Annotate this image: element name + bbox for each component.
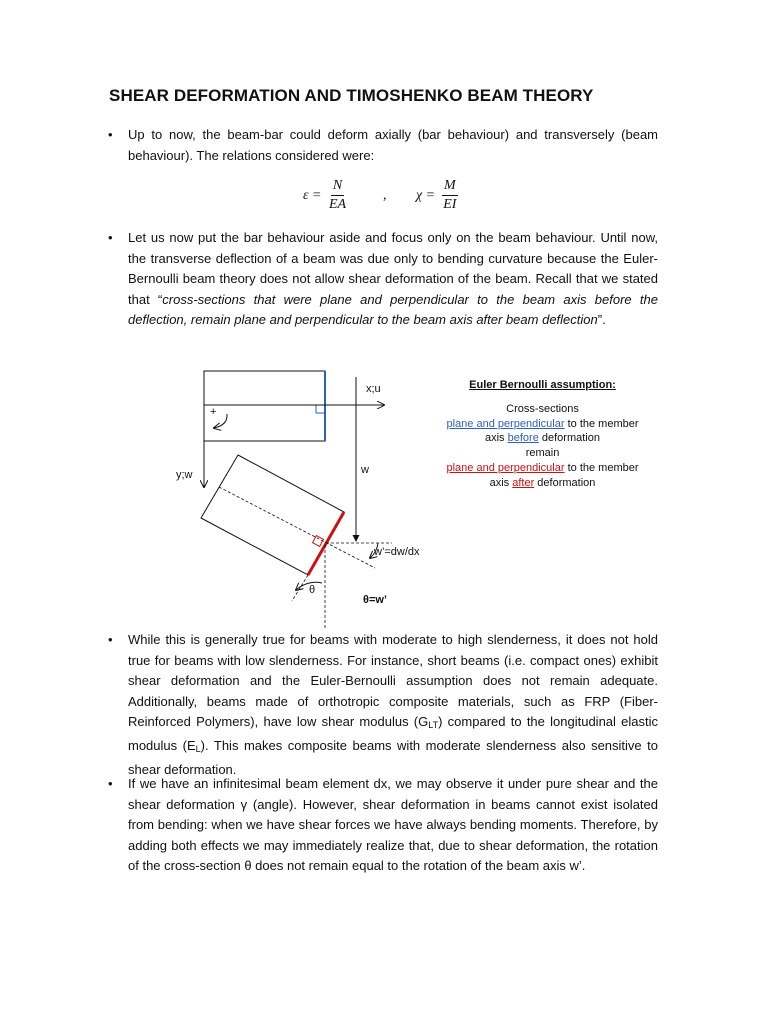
assumption-title: Euler Bernoulli assumption: [469, 379, 616, 391]
label-plus-sign: + [210, 406, 217, 418]
label-theta: θ [309, 584, 316, 596]
deformed-beam-axis [219, 487, 375, 568]
undeformed-element [204, 371, 325, 441]
label-w: w [361, 464, 369, 476]
bullet-2-marker: • [108, 230, 113, 245]
equation-strain-numerator: N [331, 178, 344, 196]
assumption-line-2: plane and perpendicular to the member [446, 417, 639, 430]
label-w-prime: w’=dw/dx [374, 546, 420, 558]
paragraph-4: If we have an infinitesimal beam element dx, we may observe it under pure shear and the shear deformation γ (angle). However, shear deformation in beams cannot exist isolated from bending: when we have shear forces we have always bending moments. Therefore, by adding both effects we may immediately realize that, due to shear deformation, the rotation of the cross-section θ does not remain equal to the rotation of the beam axis w’. [128, 776, 658, 874]
paragraph-3: While this is generally true for beams with moderate to high slenderness, it does not hold true for beams with low slenderness. For instance, short beams (i.e. compact ones) exhibit shear deformation and the Euler-Bernoulli assumption does not remain adequate. Additionally, beams made of orthotropic composite materials, such as FRP (Fiber-Reinforced Polymers), have low shear modulus $(G_{LT})$ compared to the longitudinal elastic modulus $(E_L)$. This makes composite beams with moderate slenderness also sensitive to shear deformation. [128, 632, 659, 777]
equation-curvature-numerator: M [442, 178, 458, 196]
bullet-4-marker: • [108, 776, 113, 791]
deformed-right-angle-marker [313, 536, 324, 547]
label-x-u: x;u [366, 383, 381, 395]
euler-bernoulli-assumption [420, 378, 665, 491]
assumption-line-1: Cross-sections [506, 402, 579, 415]
equation-strain-denominator: EA [329, 197, 347, 212]
paragraph-2-text: Let us now put the bar behaviour aside and focus only on the beam behaviour. Until now, the transverse deflection of a beam was due only to bending curvature because the Euler-Bernoulli beam theory does not allow shear deformation of the beam. Recall that we stated that “ [128, 230, 658, 307]
document-page: SHEAR DEFORMATION AND TIMOSHENKO BEAM THEORY • Up to now, the beam-bar could deform axially (bar behaviour) and transversely (beam behaviour). The relations considered were: ε = $\frac{N}{EA}$ , χ = $\frac{M}{EI}$ • Let us now put the bar behaviour aside and focus only on the beam behaviour. Until now, the transverse deflection of a beam was due only to bending curvature because the Euler-Bernoulli beam theory does not allow shear deformation of the beam. Recall that we stated that “cross-sections that were plane and perpendicular to the beam axis before the deflection, remain plane and perpendicular to the beam axis after beam deflection”. x;u y;w w w’=dw/dx θ θ=w’ + Euler Bernoulli assumption: Cross-sections plane and perpendicular to the member axis before deformation remain plane and perpendicular to the member axis after deformation • While this is generally true for beams with moderate to high slenderness, it does not hold true for beams with low slenderness. For instance, short beams (i.e. compact ones) exhibit shear deformation and the Euler-Bernoulli assumption does not remain adequate. Additionally, beams made of orthotropic composite materials, such as FRP (Fiber-Reinforced Polymers), have low shear modulus $(G_{LT})$ compared to the longitudinal elastic modulus $(E_L)$. This makes composite beams with moderate slenderness also sensitive to shear deformation. • If we have an infinitesimal beam element dx, we may observe it under pure shear and the shear deformation γ (angle). However, shear deformation in beams cannot exist isolated from bending: when we have shear forces we have always bending moments. Therefore, by adding both effects we may immediately realize that, due to shear deformation, the rotation of the cross-section θ does not remain equal to the rotation of the beam axis w’. [0, 0, 768, 1024]
bullet-3-marker: • [108, 632, 113, 647]
label-theta-equals-w-prime: θ=w’ [363, 594, 387, 606]
undeformed-right-angle-marker [316, 405, 325, 413]
equation-curvature-denominator: EI [443, 197, 457, 212]
equation-strain-lhs: ε = [303, 188, 322, 203]
assumption-line-5: plane and perpendicular to the member [446, 461, 639, 474]
assumption-line-6: axis after deformation [489, 476, 596, 489]
section-extension-dashed [292, 575, 308, 601]
paragraph-2-quote: cross-sections that were plane and perpendicular to the beam axis before the deflection, remain plane and perpendicular to the beam axis after beam deflection [128, 291, 658, 328]
assumption-line-4: remain [525, 447, 560, 460]
label-y-w: y;w [176, 469, 193, 481]
assumption-line-3: axis before deformation [485, 432, 600, 445]
paragraph-1: Up to now, the beam-bar could deform axially (bar behaviour) and transversely (beam behaviour). The relations considered were: [128, 127, 658, 163]
paragraph-2-end: ”. [597, 312, 606, 328]
page-title: SHEAR DEFORMATION AND TIMOSHENKO BEAM THEORY [109, 86, 594, 105]
bullet-1-marker: • [108, 127, 113, 142]
equation-curvature-lhs: χ = [416, 188, 436, 203]
